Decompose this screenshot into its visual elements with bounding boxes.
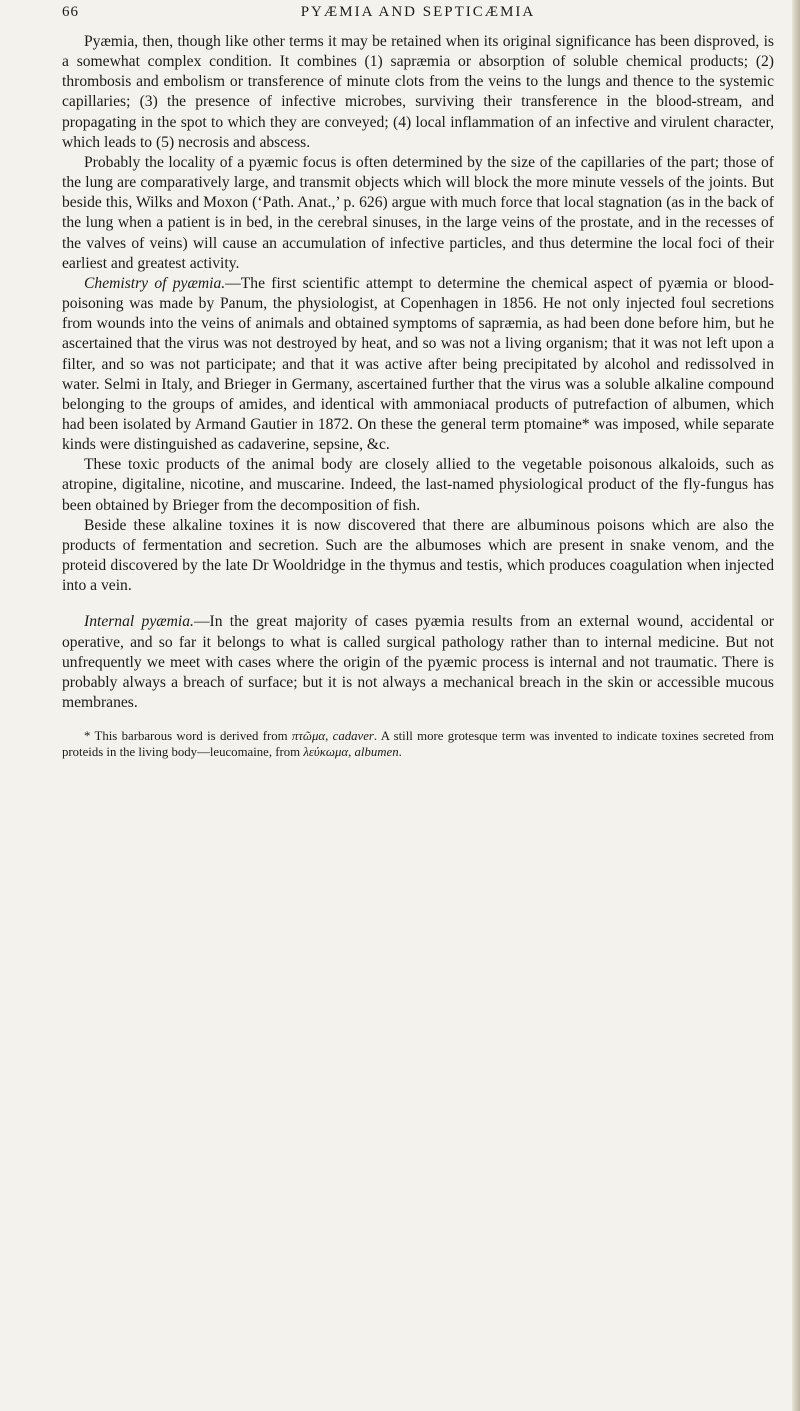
page-number: 66 [62,4,79,20]
page-body [62,32,774,713]
paragraph-pyaemia-definition: Pyæmia, then, though like other terms it may be retained when its original significance has been disproved, is a somewhat complex condition. It combines (1) sapræmia or absorption of soluble chemical products; (2) thrombosis and embolism or transference of minute clots from the veins to the lungs and thence to the systemic capillaries; (3) the presence of infective microbes, surviving their transference in the blood-stream, and propagating in the spot to which they are conveyed; (4) local inflammation of an infective and virulent character, which leads to (5) necrosis and abscess. [62,33,774,151]
section-heading-internal-pyaemia: Internal pyæmia. [84,613,194,631]
running-title: PYÆMIA AND SEPTICÆMIA [300,4,536,20]
page-edge [792,0,800,1411]
paragraph-albuminous-poisons: Beside these alkaline toxines it is now discovered that there are albuminous poisons which are also the products of fermentation and secretion. Such are the albumoses which are present in snake venom, and the proteid discovered by the late Dr Wooldridge in the thymus and testis, which produces coagulation when injected into a vein. [62,516,774,595]
paragraph-pyaemic-focus: Probably the locality of a pyæmic focus is often determined by the size of the capillaries of the part; those of the lung are comparatively large, and transmit objects which will block the more minute vessels of the joints. But beside this, Wilks and Moxon (‘Path. Anat.,’ p. 626) argue with much force that local stagnation (as in the back of the lung when a patient is in bed, in the cerebral sinuses, in the large veins of the prostate, and in the recesses of the valves of veins) will cause an accumulation of infective particles, and thus determine the local foci of their earliest and greatest activity. [62,153,774,272]
paragraph-toxic-products: These toxic products of the animal body are closely allied to the vegetable poisonous alkaloids, such as atropine, digitaline, nicotine, and muscarine. Indeed, the last-named physiological product of the fly-fungus has been obtained by Brieger from the decomposition of fish. [62,456,774,514]
section-heading-chemistry: Chemistry of pyæmia. [84,274,226,292]
paragraph-chemistry: Chemistry of pyæmia.—The first scientific attempt to determine the chemical aspect of pyæmia or blood-poisoning was made by Panum, the physiologist, at Copenhagen in 1856. He not only injected foul secretions from wounds into the veins of animals and obtained symptoms of sapræmia, as had been done before him, but he ascertained that the virus was not destroyed by heat, and so was not a living organism; that it was not left upon a filter, and so was not participate; and that it was active after being precipitated by alcohol and redissolved in water. Selmi in Italy, and Brieger in Germany, ascertained further that the virus was a soluble alkaline compound belonging to the groups of amides, and identical with ammoniacal products of putrefaction of albumen, which had been isolated by Armand Gautier in 1872. On these the general term ptomaine* was imposed, while separate kinds were distinguished as cadaverine, sepsine, &c. [62,274,774,454]
paragraph-internal-pyaemia: Internal pyæmia.—In the great majority of cases pyæmia results from an external wound, accidental or operative, and so far it belongs to what is called surgical pathology rather than to internal medicine. But not unfrequently we meet with cases where the origin of the pyæmic process is internal and not traumatic. There is probably always a breach of surface; but it is not always a mechanical breach in the skin or accessible mucous membranes. [62,613,775,711]
footnote: * This barbarous word is derived from πτῶμα, cadaver. A still more grotesque term was invented to indicate toxines secreted from proteids in the living body—leucomaine, from λεύκωμα, albumen. [62,729,774,759]
page-header [62,2,774,32]
